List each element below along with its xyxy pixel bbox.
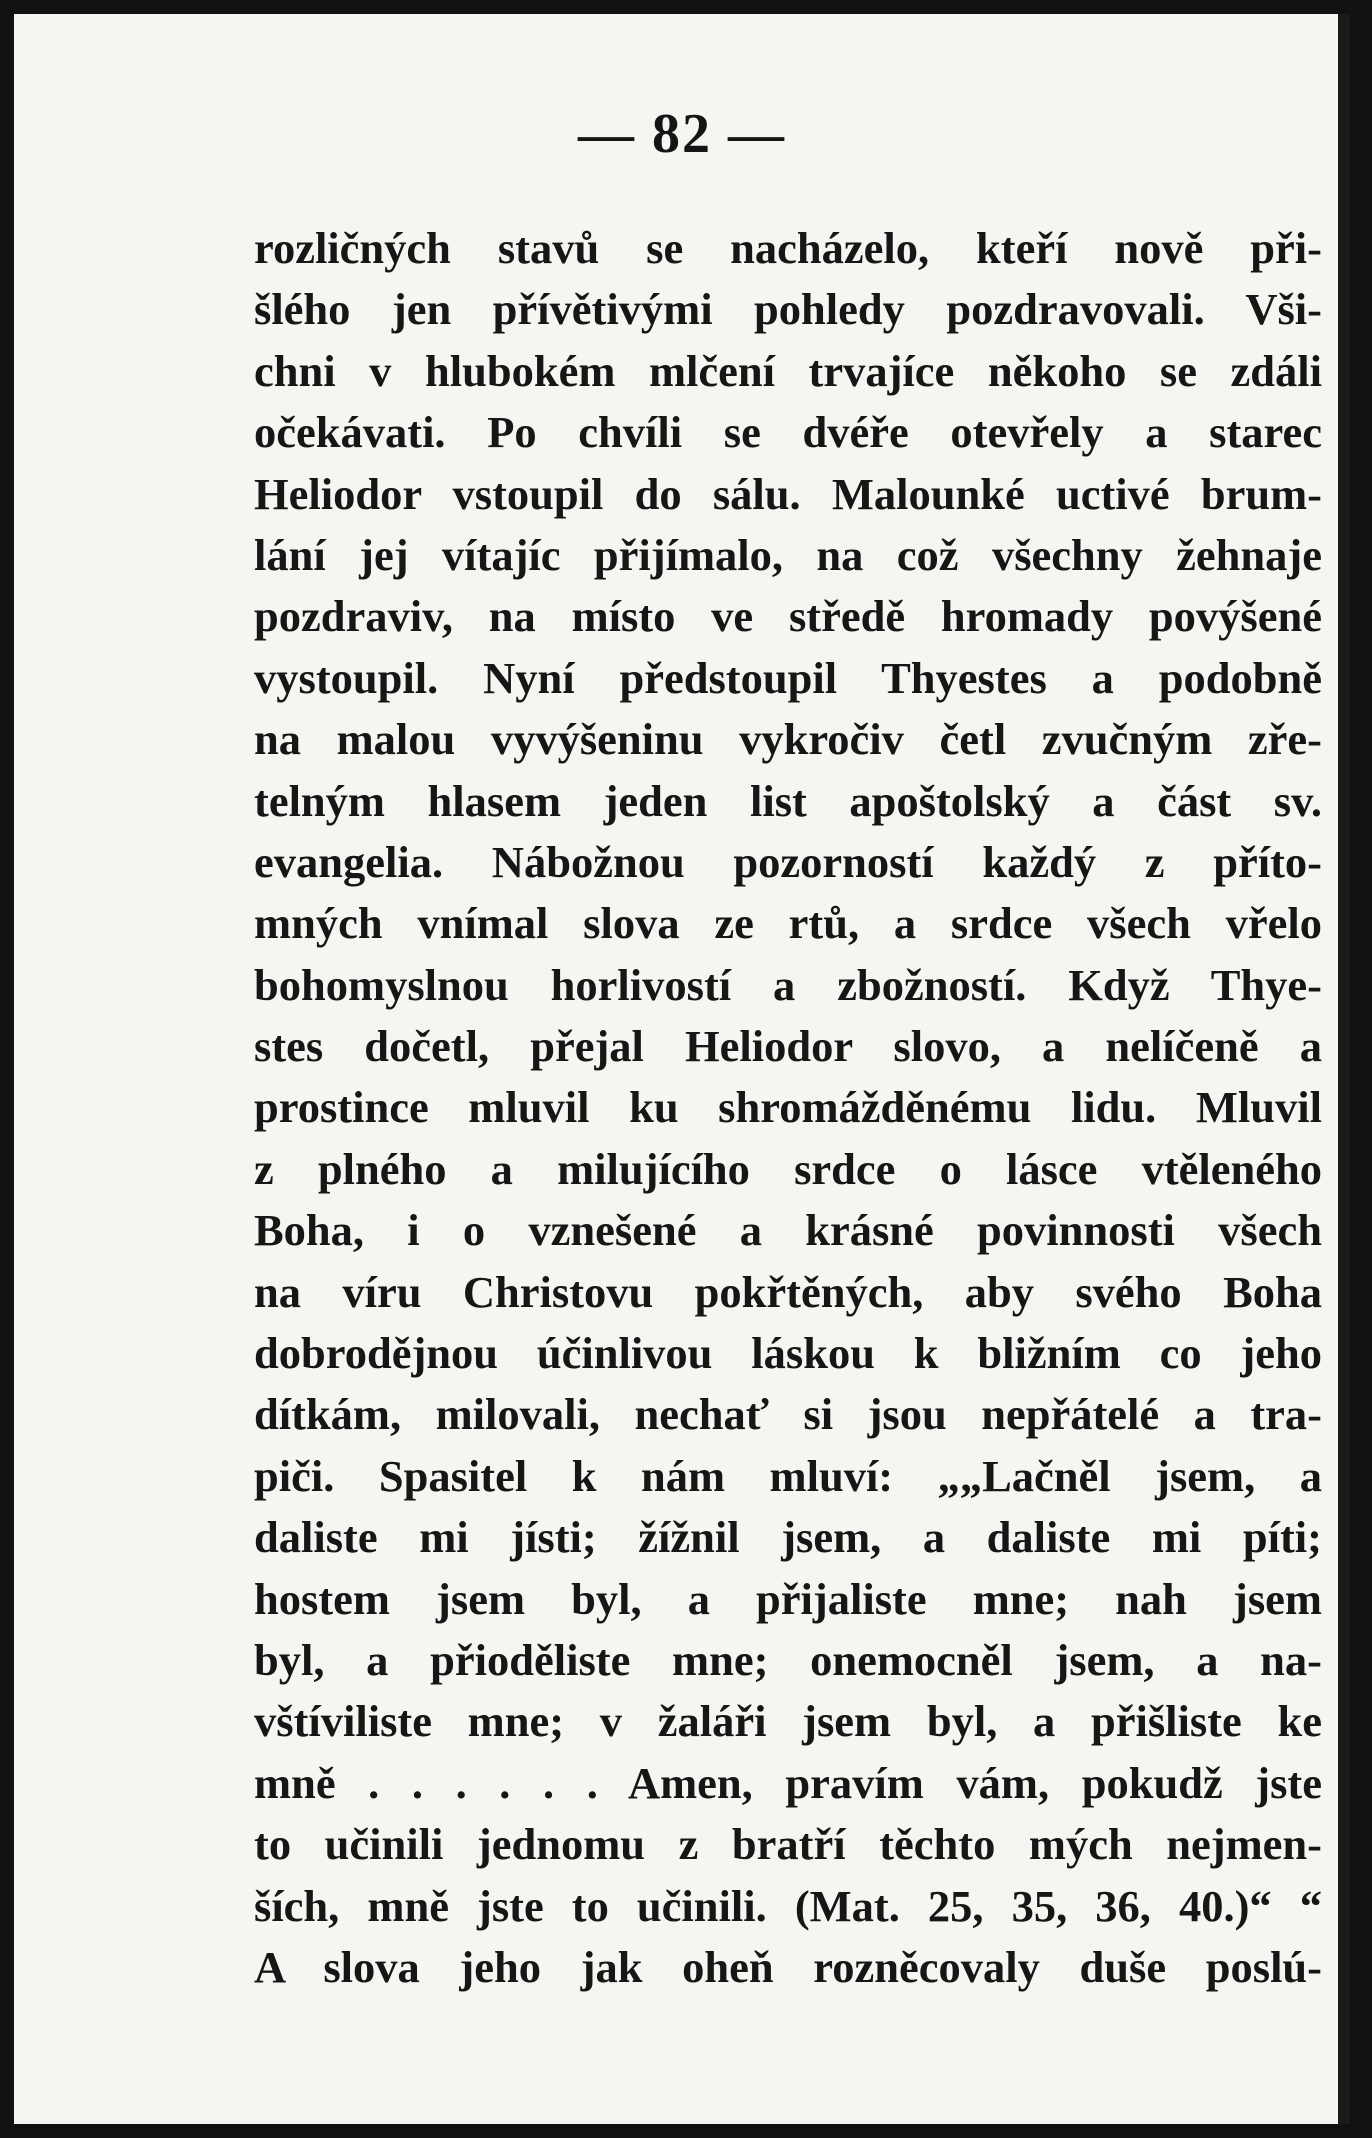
text-line: rozličných stavů se nacházelo, kteří nově při-	[254, 223, 1322, 273]
text-line: stes dočetl, přejal Heliodor slovo, a nelíčeně a	[254, 1021, 1322, 1072]
binding-edge	[1338, 14, 1350, 2124]
text-line: šlého jen přívětivými pohledy pozdravovali. Vši-	[254, 284, 1322, 335]
text-line: pozdraviv, na místo ve středě hromady povýšené	[254, 591, 1322, 642]
book-page	[14, 14, 1350, 2124]
text-line: na malou vyvýšeninu vykročiv četl zvučným zře-	[254, 714, 1322, 765]
text-line: dítkám, milovali, nechať si jsou nepřátelé a tra-	[254, 1389, 1322, 1440]
body-text	[254, 218, 1322, 1998]
text-line: daliste mi jísti; žížnil jsem, a daliste mi píti;	[254, 1512, 1322, 1563]
text-line: lání jej vítajíc přijímalo, na což všechny žehnaje	[254, 529, 1322, 580]
text-line: evangelia. Nábožnou pozorností každý z příto-	[254, 836, 1322, 887]
text-line: piči. Spasitel k nám mluví: „„Lačněl jsem, a	[254, 1450, 1322, 1501]
text-line: A slova jeho jak oheň rozněcovaly duše poslú-	[254, 1941, 1322, 1992]
text-line: to učinili jednomu z bratří těchto mých nejmen-	[254, 1819, 1322, 1870]
text-line: z plného a milujícího srdce o lásce vtěleného	[254, 1143, 1322, 1194]
text-line: vystoupil. Nyní předstoupil Thyestes a podobně	[254, 652, 1322, 703]
text-line: prostince mluvil ku shromážděnému lidu. Mluvil	[254, 1082, 1322, 1133]
text-line: byl, a přioděliste mne; onemocněl jsem, a na-	[254, 1634, 1322, 1685]
text-line: Boha, i o vznešené a krásné povinnosti všech	[254, 1205, 1322, 1256]
text-line: na víru Christovu pokřtěných, aby svého Boha	[254, 1266, 1322, 1317]
text-line: hostem jsem byl, a přijaliste mne; nah jsem	[254, 1573, 1322, 1624]
text-line: mných vnímal slova ze rtů, a srdce všech vřelo	[254, 898, 1322, 949]
text-line: ších, mně jste to učinili. (Mat. 25, 35, 36, 40.)“ “	[254, 1880, 1322, 1931]
text-line: telným hlasem jeden list apoštolský a část sv.	[254, 775, 1322, 826]
text-line: bohomyslnou horlivostí a zbožností. Když Thye-	[254, 959, 1322, 1010]
text-line: chni v hlubokém mlčení trvajíce někoho se zdáli	[254, 345, 1322, 396]
text-line: dobrodějnou účinlivou láskou k bližním co jeho	[254, 1328, 1322, 1379]
text-line: Heliodor vstoupil do sálu. Malounké uctivé brum-	[254, 468, 1322, 519]
page-number: — 82 —	[578, 103, 786, 165]
text-line: vštíviliste mne; v žaláři jsem byl, a přišliste ke	[254, 1696, 1322, 1747]
text-line: očekávati. Po chvíli se dvéře otevřely a starec	[254, 407, 1322, 458]
text-line: mně . . . . . . Amen, pravím vám, pokudž jste	[254, 1757, 1322, 1808]
